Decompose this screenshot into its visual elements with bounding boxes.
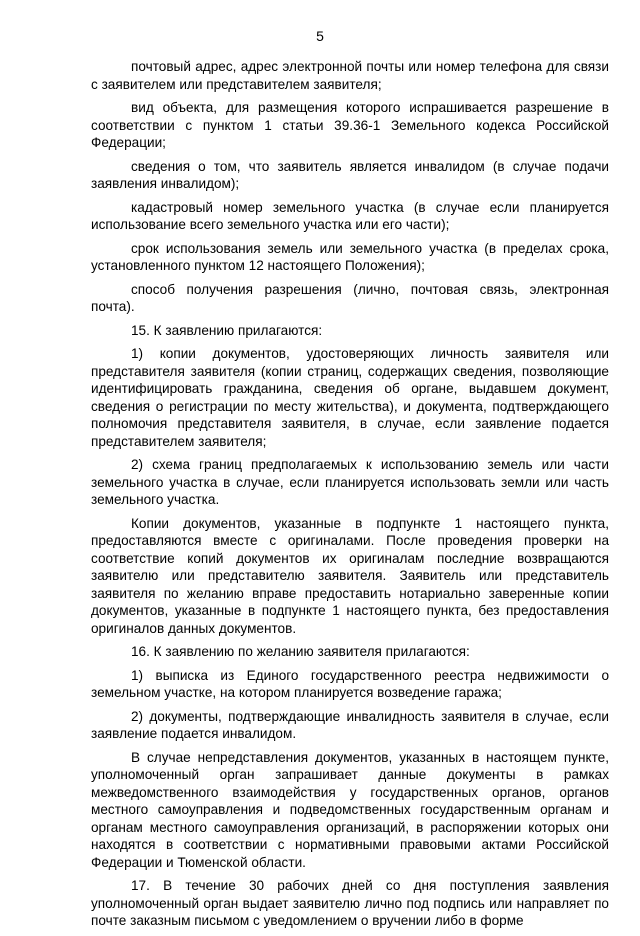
paragraph: 2) схема границ предполагаемых к использованию земель или части земельного участка в случае, если планируется использовать земли или часть земельного участка. xyxy=(91,457,609,507)
paragraph: сведения о том, что заявитель является инвалидом (в случае подачи заявления инвалидом); xyxy=(91,158,609,191)
paragraph: вид объекта, для размещения которого испрашивается разрешение в соответствии с пунктом 1 статьи 39.36-1 Земельного кодекса Российской Федерации; xyxy=(91,100,609,150)
paragraph: 1) выписка из Единого государственного реестра недвижимости о земельном участке, на котором планируется возведение гаража; xyxy=(91,667,609,700)
section-heading-15: 15. К заявлению прилагаются: xyxy=(131,322,323,338)
document-body xyxy=(91,58,609,936)
paragraph: почтовый адрес, адрес электронной почты или номер телефона для связи с заявителем или представителем заявителя; xyxy=(91,59,609,92)
paragraph: 1) копии документов, удостоверяющих личность заявителя или представителя заявителя (копии страниц, содержащих сведения, позволяющие идентифицировать гражданина, сведения об органе, выдавшем документ, сведения о регистрации по месту жительства), и документа, подтверждающего полномочия представителя заявителя, в случае, если заявление подается представителем заявителя; xyxy=(91,346,609,449)
paragraph: 17. В течение 30 рабочих дней со дня поступления заявления уполномоченный орган выдает заявителю лично под подпись или направляет по почте заказным письмом с уведомлением о вручении либо в форме xyxy=(91,878,609,928)
paragraph: В случае непредставления документов, указанных в настоящем пункте, уполномоченный орган запрашивает данные документы в рамках межведомственного взаимодействия у государственных органов, органов местного самоуправления и подведомственных государственным органам и органам местного самоуправления организаций, в распоряжении которых они находятся в соответствии с нормативными правовыми актами Российской Федерации и Тюменской области. xyxy=(91,749,609,870)
paragraph: кадастровый номер земельного участка (в случае если планируется использование всего земельного участка или его части); xyxy=(91,199,609,232)
page-number: 5 xyxy=(316,28,324,44)
paragraph: способ получения разрешения (лично, почтовая связь, электронная почта). xyxy=(91,281,609,314)
paragraph: 2) документы, подтверждающие инвалидность заявителя в случае, если заявление подается инвалидом. xyxy=(91,708,609,741)
section-heading-16: 16. К заявлению по желанию заявителя прилагаются: xyxy=(131,644,470,659)
paragraph: Копии документов, указанные в подпункте 1 настоящего пункта, предоставляются вместе с оригиналами. После проведения проверки на соответствие копий документов их оригиналам последние возвращаются заявителю или представителю заявителя. Заявитель или представитель заявителя по желанию вправе предоставить нотариально заверенные копии документов, указанные в подпункте 1 настоящего пункта, без предоставления оригиналов данных документов. xyxy=(91,515,609,636)
paragraph: срок использования земель или земельного участка (в пределах срока, установленного пунктом 12 настоящего Положения); xyxy=(91,240,609,273)
